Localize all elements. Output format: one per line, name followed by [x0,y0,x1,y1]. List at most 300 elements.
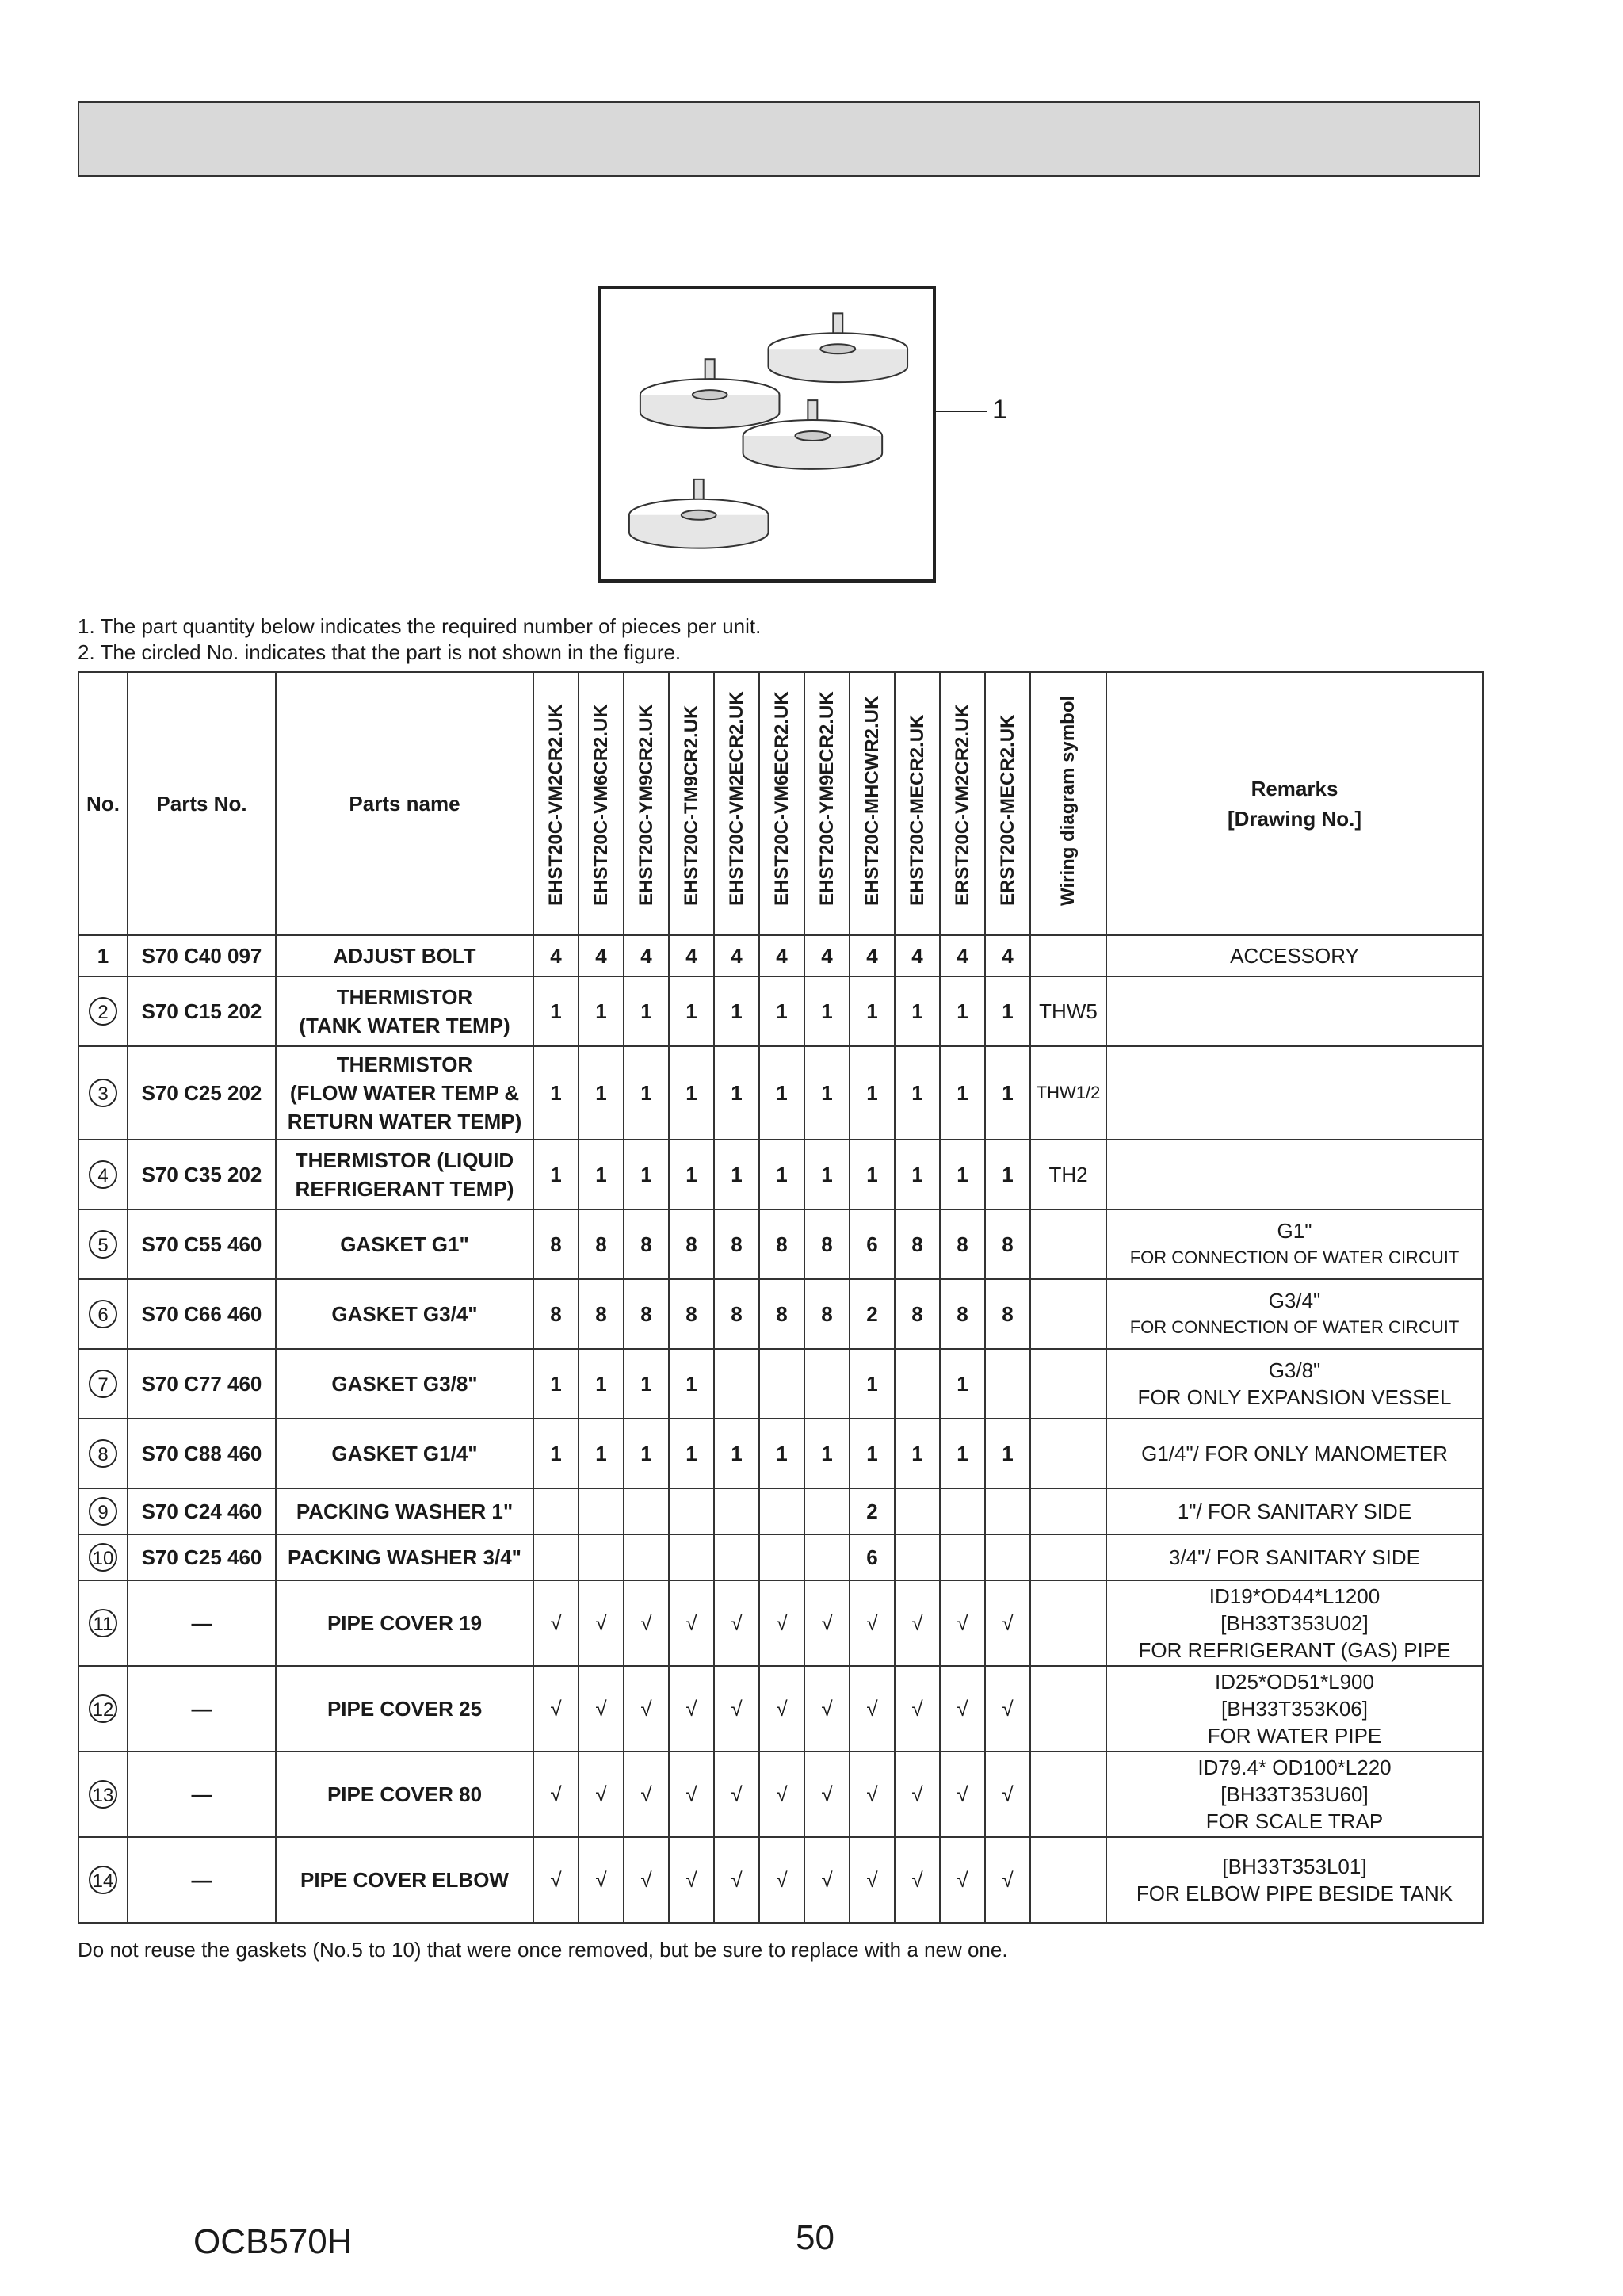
cell-qty: 1 [624,976,669,1046]
parts-name-line: RETURN WATER TEMP) [287,1110,522,1133]
cell-qty: 1 [533,1349,579,1419]
cell-qty: 1 [895,1140,940,1209]
header-no: No. [78,672,128,935]
parts-name-line: (FLOW WATER TEMP & [289,1081,520,1105]
cell-parts-name [276,976,533,1046]
cell-no [78,1046,128,1140]
cell-parts-name [276,1140,533,1209]
cell-parts-name [276,1534,533,1580]
cell-qty: 8 [804,1209,850,1279]
cell-qty [533,1534,579,1580]
remarks-line: FOR SCALE TRAP [1205,1809,1384,1833]
cell-qty: 8 [940,1209,985,1279]
cell-parts-no: — [128,1666,276,1752]
header-model: EHST20C-VM2ECR2.UK [714,672,759,935]
cell-qty: 1 [985,1046,1030,1140]
header-model: EHST20C-MHCWR2.UK [850,672,895,935]
cell-qty: 1 [940,1046,985,1140]
remarks-line: G3/8" [1268,1358,1321,1382]
remarks-line: ID25*OD51*L900 [1215,1670,1374,1694]
cell-qty: 1 [895,1046,940,1140]
cell-qty: 8 [759,1209,804,1279]
cell-remarks [1106,1349,1483,1419]
cell-check: √ [533,1580,579,1666]
cell-no [78,1140,128,1209]
cell-qty [985,1534,1030,1580]
circled-number: 10 [89,1543,117,1572]
cell-check: √ [759,1666,804,1752]
cell-parts-no: S70 C25 460 [128,1534,276,1580]
cell-check: √ [759,1837,804,1923]
table-header-row [78,672,1483,935]
cell-parts-no: S70 C40 097 [128,935,276,976]
cell-remarks [1106,1488,1483,1534]
cell-qty: 1 [940,976,985,1046]
cell-qty [714,1349,759,1419]
cell-qty: 1 [533,1140,579,1209]
circled-number: 13 [89,1780,117,1809]
cell-qty: 1 [624,1140,669,1209]
cell-check: √ [579,1580,624,1666]
cell-parts-name [276,1580,533,1666]
header-model: ERST20C-MECR2.UK [985,672,1030,935]
header-wiring-symbol: Wiring diagram symbol [1030,672,1106,935]
figure-callout-number: 1 [992,395,1007,425]
cell-parts-no: — [128,1752,276,1837]
cell-qty: 1 [579,1419,624,1488]
circled-number: 14 [89,1866,117,1894]
parts-name-line: GASKET G3/4" [331,1302,478,1326]
cell-qty [759,1349,804,1419]
header-model: EHST20C-YM9CR2.UK [624,672,669,935]
header-remarks [1106,672,1483,935]
cell-qty: 1 [850,1140,895,1209]
cell-qty: 1 [940,1349,985,1419]
parts-name-line: REFRIGERANT TEMP) [295,1177,514,1201]
parts-name-line: THERMISTOR [336,1052,473,1076]
remarks-line: FOR WATER PIPE [1207,1724,1382,1748]
cell-qty: 1 [669,1140,714,1209]
cell-check: √ [940,1752,985,1837]
cell-check: √ [850,1752,895,1837]
remarks-line: [BH33T353L01] [1222,1855,1367,1878]
cell-wiring-symbol [1030,1752,1106,1837]
cell-qty: 8 [669,1209,714,1279]
cell-remarks [1106,1419,1483,1488]
parts-name-line: GASKET G3/8" [331,1372,478,1396]
cell-qty: 8 [714,1209,759,1279]
table-row [78,1752,1483,1837]
cell-qty: 1 [669,976,714,1046]
cell-check: √ [940,1580,985,1666]
cell-qty [533,1488,579,1534]
header-model: EHST20C-MECR2.UK [895,672,940,935]
cell-qty: 1 [579,976,624,1046]
item-number: 1 [97,943,109,968]
cell-check: √ [579,1666,624,1752]
cell-qty: 8 [533,1209,579,1279]
cell-qty: 4 [714,935,759,976]
remarks-line: 3/4"/ FOR SANITARY SIDE [1169,1545,1420,1569]
cell-check: √ [759,1752,804,1837]
cell-wiring-symbol [1030,1279,1106,1349]
header-parts-no: Parts No. [128,672,276,935]
cell-qty: 8 [895,1279,940,1349]
cell-qty: 4 [850,935,895,976]
cell-wiring-symbol [1030,1580,1106,1666]
cell-qty: 8 [940,1279,985,1349]
cell-qty [895,1534,940,1580]
cell-check: √ [669,1837,714,1923]
cell-remarks [1106,1279,1483,1349]
circled-number: 8 [89,1439,117,1468]
cell-qty: 1 [533,1419,579,1488]
cell-no [78,1349,128,1419]
cell-check: √ [850,1666,895,1752]
cell-qty: 1 [850,1349,895,1419]
cell-qty: 1 [985,976,1030,1046]
parts-name-line: PIPE COVER ELBOW [300,1868,509,1892]
cell-qty: 4 [759,935,804,976]
cell-check: √ [940,1666,985,1752]
header-model: EHST20C-YM9ECR2.UK [804,672,850,935]
cell-qty: 1 [804,976,850,1046]
cell-parts-name [276,1279,533,1349]
circled-number: 9 [89,1497,117,1526]
adjust-bolt-illustration [601,289,933,579]
header-remarks-line2: [Drawing No.] [1228,807,1361,831]
cell-parts-name [276,1666,533,1752]
cell-wiring-symbol [1030,1666,1106,1752]
parts-name-line: GASKET G1" [340,1232,469,1256]
circled-number: 5 [89,1230,117,1259]
cell-no [78,1209,128,1279]
cell-check: √ [714,1580,759,1666]
cell-check: √ [624,1580,669,1666]
cell-parts-name [276,1752,533,1837]
cell-check: √ [714,1666,759,1752]
cell-parts-name [276,935,533,976]
cell-qty: 1 [714,976,759,1046]
cell-qty: 8 [624,1209,669,1279]
cell-check: √ [804,1752,850,1837]
table-row [78,1534,1483,1580]
cell-qty: 1 [850,976,895,1046]
header-model: EHST20C-VM6ECR2.UK [759,672,804,935]
cell-qty: 1 [624,1046,669,1140]
header-model: ERST20C-VM2CR2.UK [940,672,985,935]
cell-check: √ [895,1666,940,1752]
cell-remarks [1106,935,1483,976]
cell-qty: 1 [579,1349,624,1419]
cell-qty: 1 [985,1140,1030,1209]
document-code: OCB570H [193,2222,353,2261]
cell-no [78,1488,128,1534]
header-model: EHST20C-TM9CR2.UK [669,672,714,935]
cell-check: √ [533,1837,579,1923]
cell-parts-no: S70 C66 460 [128,1279,276,1349]
cell-check: √ [624,1666,669,1752]
cell-check: √ [669,1666,714,1752]
cell-qty [759,1534,804,1580]
cell-qty: 2 [850,1488,895,1534]
remarks-line: ACCESSORY [1230,944,1359,968]
cell-qty: 8 [895,1209,940,1279]
cell-qty: 8 [624,1279,669,1349]
circled-number: 11 [89,1609,117,1637]
parts-name-line: THERMISTOR [336,985,473,1009]
cell-qty [579,1488,624,1534]
cell-qty: 1 [759,1046,804,1140]
cell-qty: 1 [759,976,804,1046]
remarks-line: G3/4" [1268,1289,1321,1312]
cell-check: √ [850,1580,895,1666]
cell-qty [895,1349,940,1419]
table-row [78,1419,1483,1488]
cell-qty: 1 [804,1419,850,1488]
cell-no [78,1534,128,1580]
table-row [78,1279,1483,1349]
cell-qty: 8 [669,1279,714,1349]
cell-wiring-symbol [1030,935,1106,976]
cell-parts-no: S70 C15 202 [128,976,276,1046]
cell-qty: 1 [533,1046,579,1140]
remarks-line: ID79.4* OD100*L220 [1197,1755,1392,1779]
cell-qty [624,1534,669,1580]
remarks-line: ID19*OD44*L1200 [1209,1584,1381,1608]
cell-qty [759,1488,804,1534]
cell-parts-no: S70 C77 460 [128,1349,276,1419]
adjust-bolt-figure [598,286,936,583]
cell-qty [624,1488,669,1534]
cell-wiring-symbol: THW5 [1030,976,1106,1046]
remarks-line: G1" [1277,1219,1312,1243]
cell-qty [669,1534,714,1580]
header-parts-name: Parts name [276,672,533,935]
cell-check: √ [579,1752,624,1837]
cell-qty: 8 [759,1279,804,1349]
cell-qty: 1 [985,1419,1030,1488]
cell-no [78,1666,128,1752]
section-header-bar [78,101,1480,177]
cell-qty: 1 [624,1419,669,1488]
callout-leader-line [936,411,987,412]
circled-number: 7 [89,1370,117,1398]
header-model: EHST20C-VM2CR2.UK [533,672,579,935]
cell-qty [804,1534,850,1580]
cell-remarks [1106,1837,1483,1923]
cell-parts-no: S70 C55 460 [128,1209,276,1279]
cell-check: √ [985,1580,1030,1666]
remarks-line: FOR ELBOW PIPE BESIDE TANK [1136,1881,1453,1905]
cell-qty [895,1488,940,1534]
cell-qty: 4 [669,935,714,976]
remarks-line: [BH33T353U02] [1220,1611,1369,1635]
cell-parts-name [276,1488,533,1534]
cell-remarks [1106,1666,1483,1752]
cell-check: √ [940,1837,985,1923]
parts-name-line: (TANK WATER TEMP) [299,1014,510,1037]
table-row [78,935,1483,976]
cell-parts-no: — [128,1837,276,1923]
cell-qty: 8 [985,1209,1030,1279]
cell-qty [579,1534,624,1580]
cell-qty: 4 [895,935,940,976]
cell-check: √ [895,1580,940,1666]
table-row [78,976,1483,1046]
cell-remarks [1106,1140,1483,1209]
cell-check: √ [624,1752,669,1837]
cell-qty: 1 [714,1140,759,1209]
cell-no [78,976,128,1046]
cell-no [78,1279,128,1349]
circled-number: 12 [89,1694,117,1723]
cell-qty: 1 [850,1419,895,1488]
cell-check: √ [804,1666,850,1752]
cell-qty: 1 [759,1140,804,1209]
cell-check: √ [895,1837,940,1923]
cell-qty: 4 [624,935,669,976]
cell-remarks [1106,1046,1483,1140]
cell-qty: 1 [533,976,579,1046]
cell-wiring-symbol: TH2 [1030,1140,1106,1209]
cell-qty: 4 [579,935,624,976]
cell-check: √ [985,1837,1030,1923]
cell-qty [940,1488,985,1534]
cell-remarks [1106,1752,1483,1837]
cell-qty: 2 [850,1279,895,1349]
cell-qty: 4 [533,935,579,976]
cell-check: √ [985,1752,1030,1837]
parts-name-line: PIPE COVER 80 [327,1782,483,1806]
cell-qty [804,1488,850,1534]
cell-parts-name [276,1209,533,1279]
circled-number: 6 [89,1300,117,1328]
header-remarks-line1: Remarks [1251,777,1338,800]
cell-parts-no: S70 C88 460 [128,1419,276,1488]
cell-qty: 1 [759,1419,804,1488]
cell-check: √ [714,1837,759,1923]
cell-qty: 1 [714,1046,759,1140]
cell-qty [940,1534,985,1580]
cell-wiring-symbol [1030,1209,1106,1279]
cell-qty: 1 [850,1046,895,1140]
cell-qty: 8 [579,1209,624,1279]
cell-parts-no: — [128,1580,276,1666]
parts-name-line: PACKING WASHER 3/4" [287,1545,521,1569]
remarks-line: G1/4"/ FOR ONLY MANOMETER [1141,1442,1448,1465]
cell-qty: 6 [850,1209,895,1279]
cell-qty: 1 [669,1046,714,1140]
cell-qty [714,1488,759,1534]
table-row [78,1488,1483,1534]
cell-no [78,1837,128,1923]
remarks-line: FOR ONLY EXPANSION VESSEL [1137,1385,1452,1409]
cell-qty: 1 [669,1349,714,1419]
remarks-line: [BH33T353K06] [1220,1697,1368,1721]
cell-qty: 1 [895,1419,940,1488]
cell-parts-name [276,1349,533,1419]
cell-check: √ [533,1666,579,1752]
cell-qty: 1 [714,1419,759,1488]
note-1: 1. The part quantity below indicates the required number of pieces per unit. [78,614,762,638]
table-row [78,1580,1483,1666]
cell-check: √ [850,1837,895,1923]
cell-qty: 1 [579,1140,624,1209]
cell-wiring-symbol [1030,1419,1106,1488]
cell-wiring-symbol [1030,1837,1106,1923]
cell-qty: 1 [940,1140,985,1209]
parts-name-line: THERMISTOR (LIQUID [295,1148,514,1172]
cell-no [78,935,128,976]
cell-check: √ [714,1752,759,1837]
cell-qty: 8 [533,1279,579,1349]
cell-no [78,1752,128,1837]
cell-no [78,1580,128,1666]
cell-qty: 1 [624,1349,669,1419]
notes [78,613,761,666]
page-number: 50 [796,2218,834,2257]
parts-table [78,671,1484,1924]
cell-parts-no: S70 C35 202 [128,1140,276,1209]
cell-qty: 8 [579,1279,624,1349]
cell-wiring-symbol [1030,1349,1106,1419]
cell-remarks [1106,976,1483,1046]
cell-check: √ [533,1752,579,1837]
cell-remarks [1106,1209,1483,1279]
cell-qty [714,1534,759,1580]
cell-qty: 4 [985,935,1030,976]
cell-qty: 8 [714,1279,759,1349]
cell-remarks [1106,1534,1483,1580]
remarks-line: FOR REFRIGERANT (GAS) PIPE [1138,1638,1451,1662]
table-row [78,1837,1483,1923]
remarks-line: FOR CONNECTION OF WATER CIRCUIT [1129,1247,1460,1267]
cell-check: √ [669,1752,714,1837]
footnote: Do not reuse the gaskets (No.5 to 10) that were once removed, but be sure to replace with a new one. [78,1938,1008,1962]
cell-qty [985,1488,1030,1534]
parts-name-line: GASKET G1/4" [331,1442,478,1465]
circled-number: 3 [89,1079,117,1107]
cell-qty: 1 [940,1419,985,1488]
cell-qty: 4 [804,935,850,976]
cell-qty: 8 [985,1279,1030,1349]
header-model: EHST20C-VM6CR2.UK [579,672,624,935]
cell-parts-name [276,1046,533,1140]
cell-check: √ [895,1752,940,1837]
cell-qty [669,1488,714,1534]
cell-parts-no: S70 C24 460 [128,1488,276,1534]
cell-qty: 1 [804,1046,850,1140]
cell-check: √ [985,1666,1030,1752]
parts-table-body [78,935,1483,1923]
cell-check: √ [669,1580,714,1666]
cell-qty [985,1349,1030,1419]
cell-check: √ [624,1837,669,1923]
cell-qty: 1 [669,1419,714,1488]
circled-number: 2 [89,997,117,1026]
cell-check: √ [804,1580,850,1666]
cell-check: √ [759,1580,804,1666]
cell-qty: 4 [940,935,985,976]
cell-remarks [1106,1580,1483,1666]
cell-wiring-symbol [1030,1534,1106,1580]
remarks-line: 1"/ FOR SANITARY SIDE [1177,1499,1412,1523]
table-row [78,1140,1483,1209]
parts-name-line: ADJUST BOLT [333,944,476,968]
cell-wiring-symbol [1030,1488,1106,1534]
remarks-line: FOR CONNECTION OF WATER CIRCUIT [1129,1317,1460,1337]
